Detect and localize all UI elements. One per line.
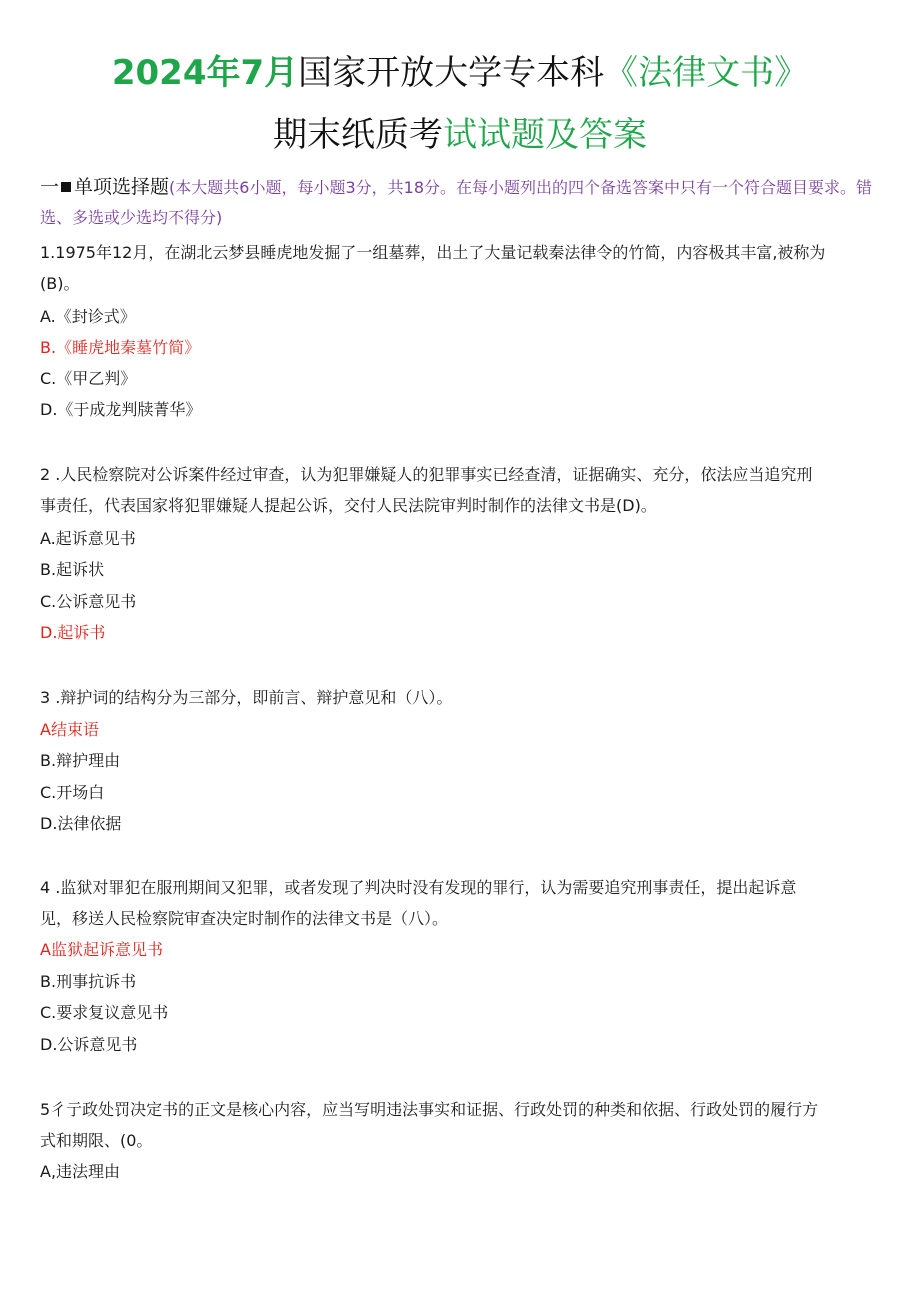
section-title: 单项选择题 xyxy=(74,176,170,198)
question-2-option-b: B.起诉状 xyxy=(40,560,105,579)
question-2-option-a: A.起诉意见书 xyxy=(40,529,136,548)
question-4-option-a-correct: A监狱起诉意见书 xyxy=(40,940,163,959)
question-4-stem-line1: 4 .监狱对罪犯在服刑期间又犯罪，或者发现了判决时没有发现的罪行，认为需要追究刑事责任，提出起诉意 xyxy=(40,878,797,897)
question-3-option-a-correct: A结束语 xyxy=(40,720,99,739)
question-1-option-a: A.《封诊式》 xyxy=(40,307,136,326)
question-1-stem-line1: 1.1975年12月，在湖北云梦县睡虎地发掘了一组墓葬，出土了大量记载秦法律令的竹简，内容极其丰富,被称为 xyxy=(40,243,826,262)
section-note: (本大题共6小题，每小题3分，共18分。在每小题列出的四个备选答案中只有一个符合题目要求。错选、多选或少选均不得分) xyxy=(40,178,872,227)
question-2-stem-line1: 2 .人民检察院对公诉案件经过审查，认为犯罪嫌疑人的犯罪事实已经查清，证据确实、充分，依法应当追究刑 xyxy=(40,465,813,484)
question-4-option-c: C.要求复议意见书 xyxy=(40,1003,169,1022)
question-2-option-d-correct: D.起诉书 xyxy=(40,623,106,642)
question-3-option-c: C.开场白 xyxy=(40,783,105,802)
question-4-option-d: D.公诉意见书 xyxy=(40,1035,138,1054)
question-3-stem-line1: 3 .辩护词的结构分为三部分，即前言、辩护意见和（八）。 xyxy=(40,688,453,707)
question-4-option-b: B.刑事抗诉书 xyxy=(40,972,137,991)
title-middle: 国家开放大学专本科 xyxy=(298,53,605,93)
question-3-option-b: B.辩护理由 xyxy=(40,751,121,770)
title-line2-dark: 期末纸质考 xyxy=(273,115,443,155)
question-5-option-a: A,违法理由 xyxy=(40,1162,121,1181)
question-1-option-c: C.《甲乙判》 xyxy=(40,369,137,388)
document-title-line2 xyxy=(0,112,920,158)
question-3-option-d: D.法律依据 xyxy=(40,814,122,833)
title-year-month: 2024年7月 xyxy=(111,53,299,93)
question-1-option-b-correct: B.《睡虎地秦墓竹简》 xyxy=(40,338,201,357)
question-1-stem-line2: (B)。 xyxy=(40,274,80,293)
document-title-line1 xyxy=(0,50,920,96)
question-5-stem-line2: 式和期限、(0。 xyxy=(40,1131,153,1150)
title-line2-green: 试试题及答案 xyxy=(443,115,647,155)
question-2-stem-line2: 事责任，代表国家将犯罪嫌疑人提起公诉，交付人民法院审判时制作的法律文书是(D)。 xyxy=(40,496,657,515)
question-2-option-c: C.公诉意见书 xyxy=(40,592,137,611)
question-4-stem-line2: 见，移送人民检察院审查决定时制作的法律文书是（八）。 xyxy=(40,909,449,928)
question-5-stem-line1: 5彳亍政处罚决定书的正文是核心内容，应当写明违法事实和证据、行政处罚的种类和依据、行政处罚的履行方 xyxy=(40,1100,819,1119)
title-course: 《法律文书》 xyxy=(604,53,809,93)
square-bullet-icon xyxy=(61,182,71,192)
section-prefix: 一 xyxy=(40,176,60,198)
question-1-option-d: D.《于成龙判牍菁华》 xyxy=(40,400,202,419)
section-heading xyxy=(40,172,885,233)
